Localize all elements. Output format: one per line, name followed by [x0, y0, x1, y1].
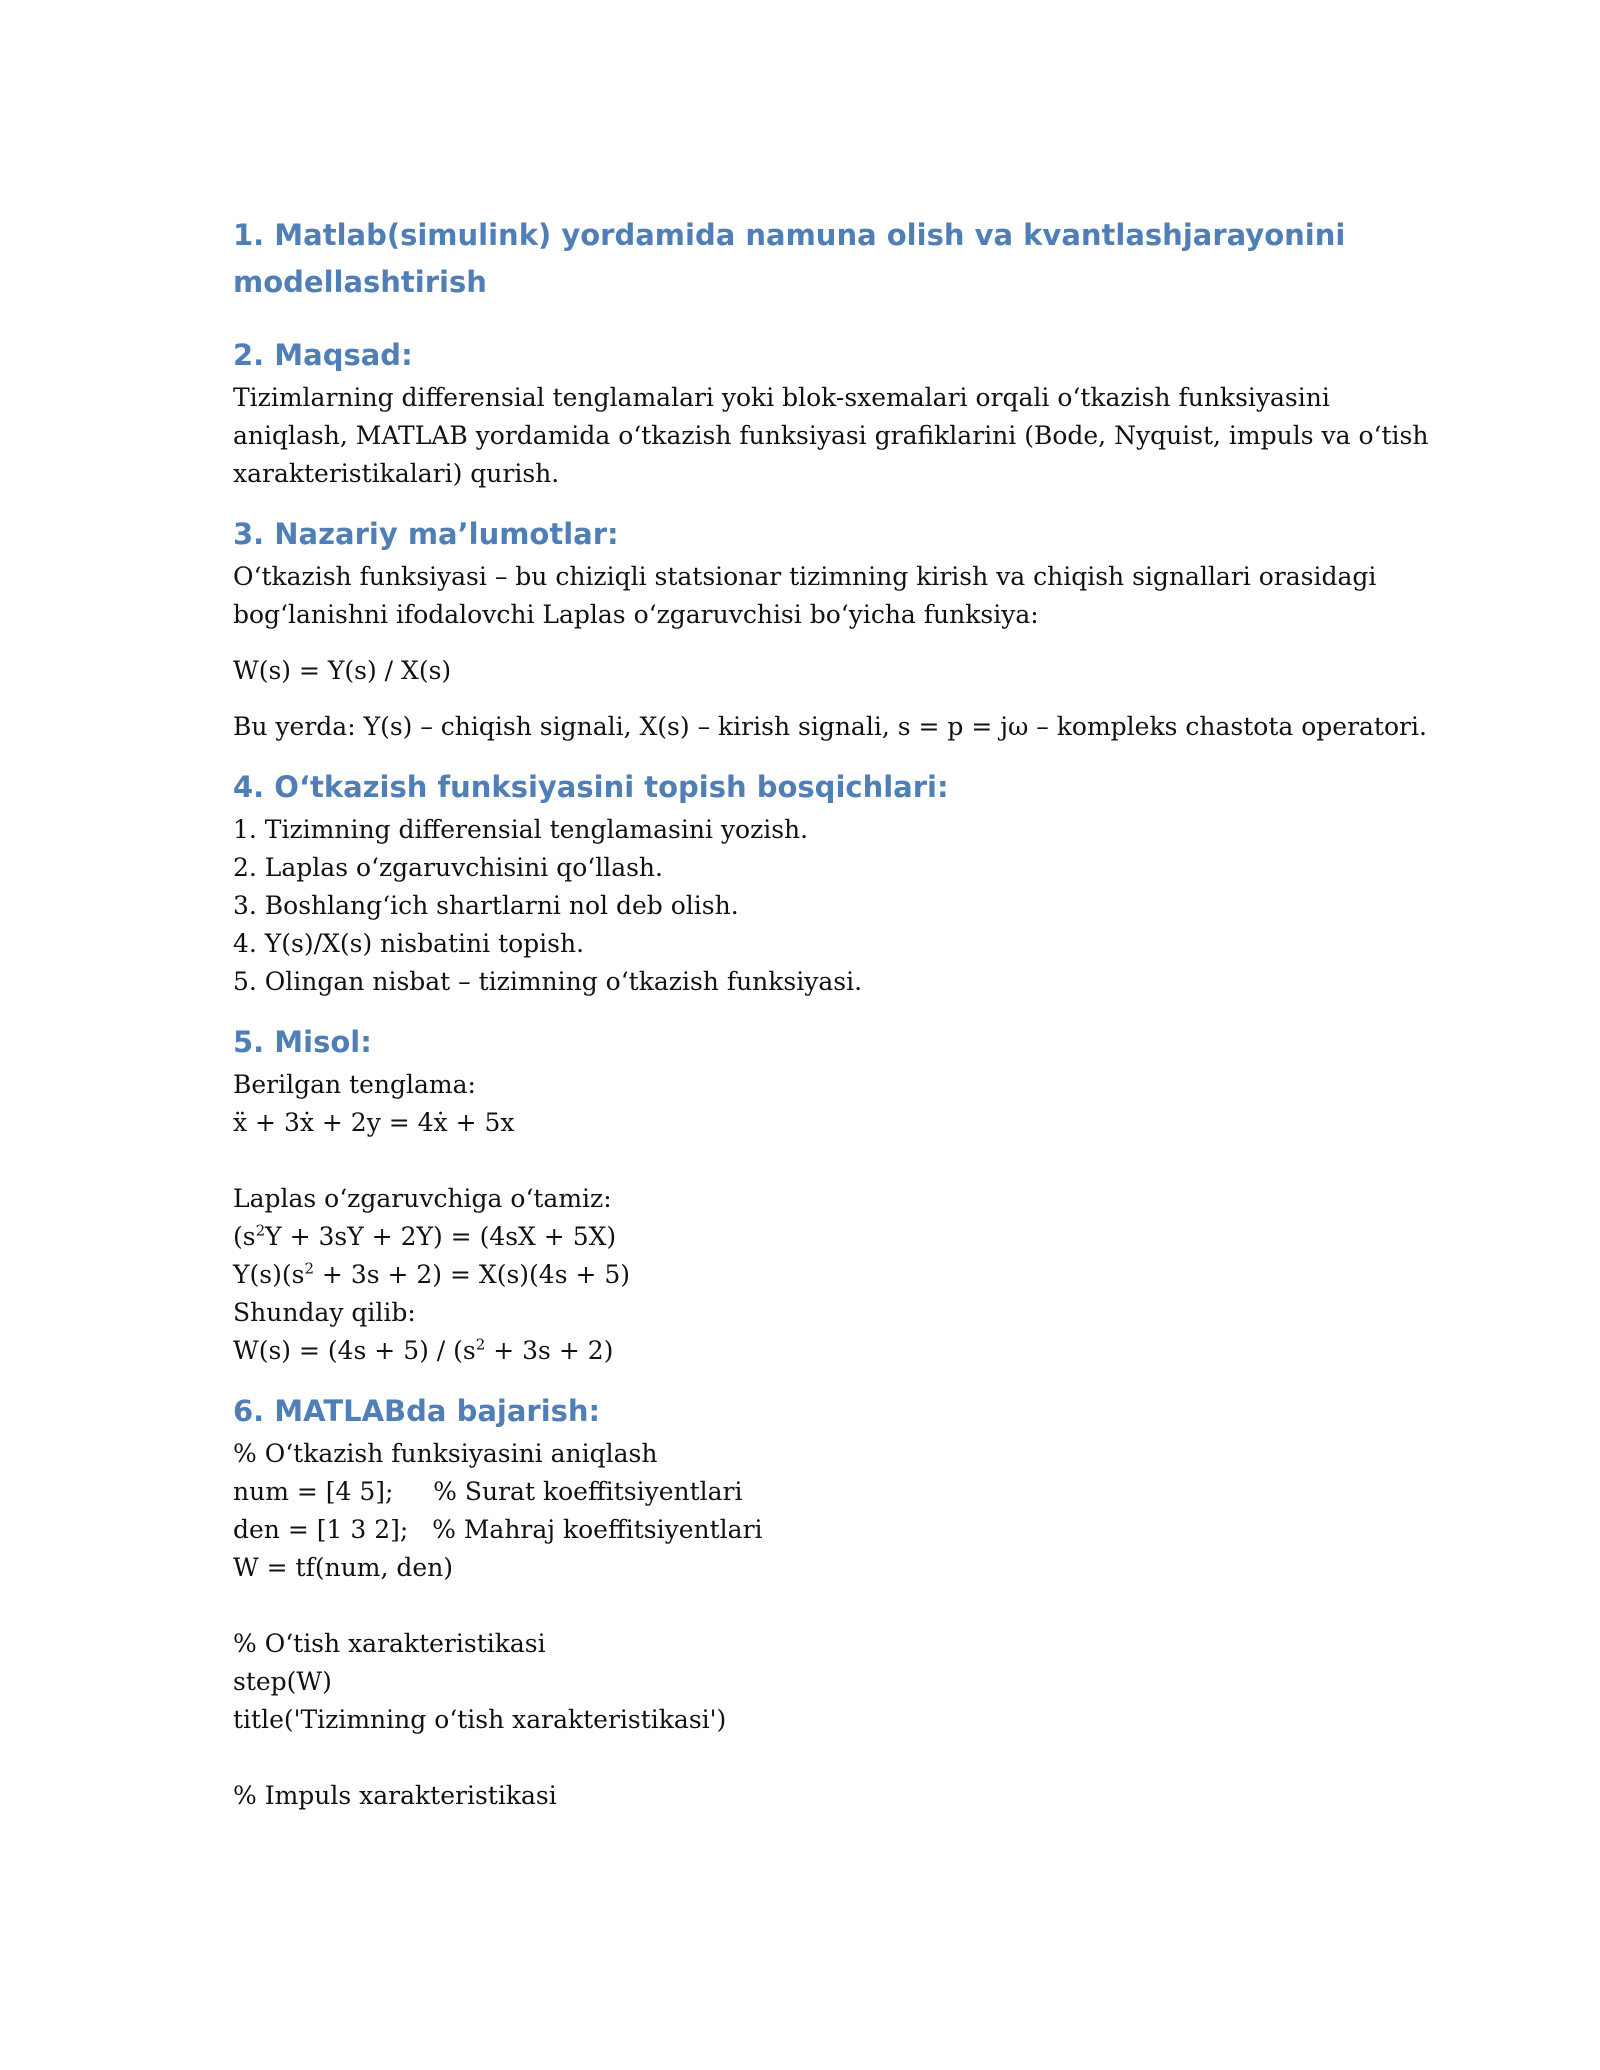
- nazariy-line: Oʻtkazish funksiyasi – bu chiziqli statsionar tizimning kirish va chiqish signallari orasidagi: [233, 562, 1377, 591]
- document-title-line-2: modellashtirish: [233, 265, 487, 299]
- given-label: Berilgan tenglama:: [233, 1070, 476, 1099]
- laplas-equation-2: $Y(s)(s^2 + 3s + 2) = X(s)(4s + 5)$: [233, 1259, 631, 1289]
- code-line: num = [4 5]; % Surat koeffitsiyentlari: [233, 1477, 743, 1506]
- code-line: % Impuls xarakteristikasi: [233, 1781, 557, 1810]
- code-line: W = tf(num, den): [233, 1553, 454, 1582]
- document-title-line-1: 1. Matlab(simulink) yordamida namuna olish va kvantlashjarayonini: [233, 218, 1346, 252]
- nazariy-line: bogʻlanishni ifodalovchi Laplas oʻzgaruvchisi boʻyicha funksiya:: [233, 600, 1039, 629]
- laplas-equation-1: $(s^2Y + 3sY + 2Y) = (4sX + 5X)$: [233, 1221, 617, 1251]
- step-item: 4. Y(s)/X(s) nisbatini topish.: [233, 929, 585, 958]
- step-item: 2. Laplas oʻzgaruvchisini qoʻllash.: [233, 853, 663, 882]
- heading-maqsad: 2. Maqsad:: [233, 338, 413, 372]
- heading-matlab: 6. MATLABda bajarish:: [233, 1394, 601, 1428]
- code-line: step(W): [233, 1667, 332, 1696]
- maqsad-line: xarakteristikalari) qurish.: [233, 459, 560, 488]
- heading-bosqichlar: 4. Oʻtkazish funksiyasini topish bosqichlari:: [233, 770, 949, 804]
- code-line: % Oʻtkazish funksiyasini aniqlash: [233, 1439, 658, 1468]
- step-item: 5. Olingan nisbat – tizimning oʻtkazish funksiyasi.: [233, 967, 863, 996]
- code-line: den = [1 3 2]; % Mahraj koeffitsiyentlari: [233, 1515, 763, 1544]
- document-content: [233, 212, 1429, 1815]
- code-line: title('Tizimning oʻtish xarakteristikasi'): [233, 1705, 727, 1734]
- step-item: 1. Tizimning differensial tenglamasini yozish.: [233, 815, 809, 844]
- maqsad-line: aniqlash, MATLAB yordamida oʻtkazish funksiyasi grafiklarini (Bode, Nyquist, impuls va oʻtish: [233, 421, 1429, 450]
- code-line: % Oʻtish xarakteristikasi: [233, 1629, 546, 1658]
- heading-nazariy: 3. Nazariy ma’lumotlar:: [233, 517, 619, 551]
- heading-misol: 5. Misol:: [233, 1025, 372, 1059]
- shunday-label: Shunday qilib:: [233, 1298, 416, 1327]
- differential-equation: ẍ + 3ẋ + 2y = 4ẋ + 5x: [233, 1108, 515, 1137]
- laplas-label: Laplas oʻzgaruvchiga oʻtamiz:: [233, 1184, 612, 1213]
- transfer-function-formula: W(s) = Y(s) / X(s): [233, 656, 452, 685]
- maqsad-line: Tizimlarning differensial tenglamalari yoki blok-sxemalari orqali oʻtkazish funksiyasini: [233, 383, 1330, 412]
- step-item: 3. Boshlangʻich shartlarni nol deb olish.: [233, 891, 739, 920]
- result-formula: $W(s) = (4s + 5) / (s^2 + 3s + 2)$: [233, 1335, 614, 1365]
- nazariy-note: Bu yerda: Y(s) – chiqish signali, X(s) – kirish signali, s = p = jω – kompleks chastota operatori.: [233, 712, 1427, 741]
